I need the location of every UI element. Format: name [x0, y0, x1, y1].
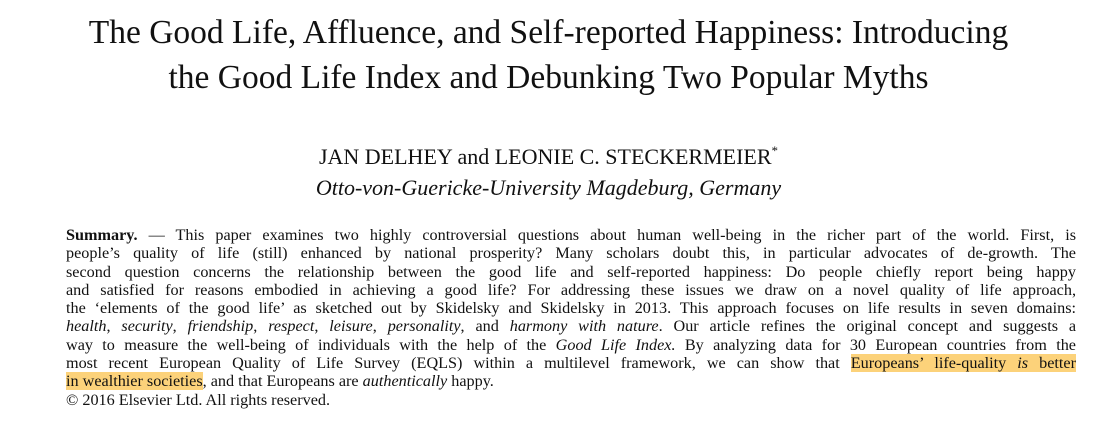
abstract-line-3: second question concerns the relationship between the good life and self-reported happiness: Do people chiefly report being happy: [66, 262, 1076, 281]
abstract-label: Summary.: [66, 226, 138, 244]
abstract-line-9: in wealthier societies, and that Europeans are authentically happy.: [66, 372, 494, 391]
abstract-line-5: the ‘elements of the good life’ as sketched out by Skidelsky and Skidelsky in 2013. This approach focuses on life results in seven domains:: [66, 299, 1076, 318]
abstract-line-8: most recent European Quality of Life Survey (EQLS) within a multilevel framework, we can show that Europeans’ life-quality is better: [66, 354, 1076, 373]
abstract-line-6: health, security, friendship, respect, leisure, personality, and harmony with nature. Our article refines the original concept and suggests a: [66, 317, 1077, 336]
author-affiliation: Otto-von-Guericke-University Magdeburg, Germany: [315, 175, 782, 200]
abstract-line-1: Summary. — This paper examines two highly controversial questions about human well-being in the richer part of the world. First, is: [66, 226, 1076, 244]
title-line-1: The Good Life, Affluence, and Self-reported Happiness: Introducing: [88, 14, 1009, 51]
abstract: [66, 226, 1076, 409]
paper-title: [0, 10, 1097, 100]
abstract-line-7: way to measure the well-being of individuals with the help of the Good Life Index. By analyzing data for 30 European countries from the: [66, 335, 1076, 354]
good-life-index-term: Good Life Index.: [555, 335, 676, 354]
copyright-notice: © 2016 Elsevier Ltd. All rights reserved.: [66, 390, 331, 409]
title-line-2: the Good Life Index and Debunking Two Popular Myths: [168, 59, 929, 96]
author-line: [0, 143, 1097, 171]
highlighted-text[interactable]: in wealthier societies: [66, 372, 203, 391]
author-footnote-marker[interactable]: *: [771, 143, 779, 158]
highlighted-text[interactable]: Europeans’ life-quality is better: [850, 354, 1076, 373]
abstract-line-4: and satisfied for reasons embodied in achieving a good life? For addressing these issues we draw on a novel quality of life approach,: [66, 280, 1076, 299]
abstract-line-2: people’s quality of life (still) enhanced by national prosperity? Many scholars doubt this, in particular advocates of de-growth. The: [66, 244, 1076, 263]
author-names: JAN DELHEY and LEONIE C. STECKERMEIER: [318, 144, 772, 169]
